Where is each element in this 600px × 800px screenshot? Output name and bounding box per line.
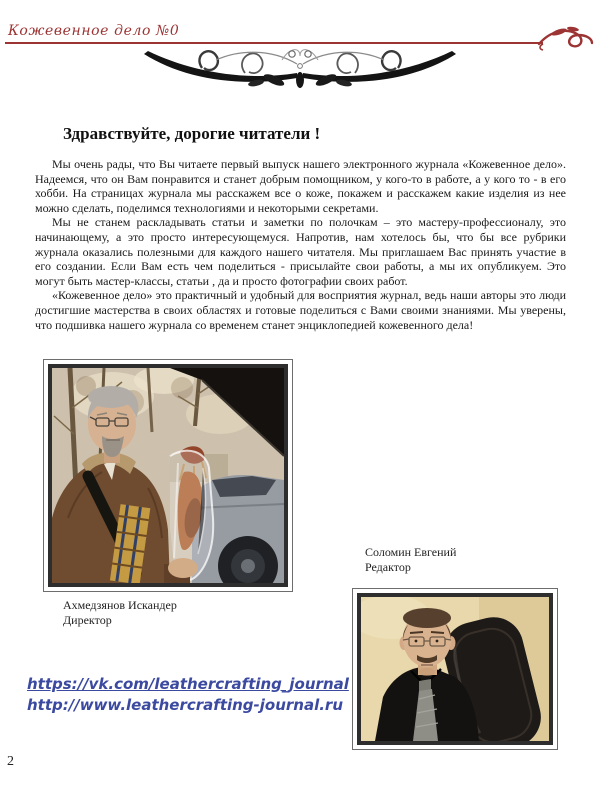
editor-photo (352, 588, 558, 750)
editor-caption (365, 545, 456, 575)
article-paragraph: Мы очень рады, что Вы читаете первый выпуск нашего электронного журнала «Кожевенное дело». Надеемся, что он Вам понравится и станет добрым помощником, у кого-то в работе, а у кого то - в его хобби. На страницах журнала мы расскажем все о коже, покажем и расскажем какие изделия из нее можно сделать, поделимся технологиями и некоторыми секретами. (35, 157, 566, 215)
article-paragraph: Мы не станем раскладывать статьи и заметки по полочкам – это мастеру-профессионалу, это начинающему, а это просто интересующемуся. Напротив, нам хотелось бы, что бы все рубрики журнала оказались полезными для каждого нашего читателя. Мы приглашаем Вас принять участие в его создании. Если Вам есть чем поделиться - присылайте свои работы, а мы их опубликуем. Это могут быть мастер-классы, статьи , да и просто фотографии своих работ. (35, 215, 566, 288)
vk-link[interactable]: https://vk.com/leathercrafting_journal (27, 675, 349, 693)
page-title: Здравствуйте, дорогие читатели ! (63, 124, 321, 143)
flourish-ornament-icon (142, 42, 458, 88)
article-paragraph: «Кожевенное дело» это практичный и удобный для восприятия журнал, ведь наши авторы это люди достигшие мастерства в своих областях и готовые поделиться с Вами своими знаниями. Мы уверены, что подшивка нашего журнала со временем станет энциклопедией кожевенного дела! (35, 288, 566, 332)
director-photo (43, 359, 293, 592)
journal-title: Кожевенное дело №0 (8, 23, 180, 39)
director-role: Директор (63, 613, 112, 627)
director-name: Ахмедзянов Искандер (63, 598, 177, 612)
director-caption (63, 598, 177, 628)
editor-role: Редактор (365, 560, 411, 574)
article-body (35, 157, 566, 332)
corner-flourish-icon (537, 22, 595, 56)
site-link[interactable]: http://www.leathercrafting-journal.ru (27, 696, 344, 714)
links-block (27, 674, 349, 716)
editor-name: Соломин Евгений (365, 545, 457, 559)
page-number: 2 (7, 754, 14, 769)
